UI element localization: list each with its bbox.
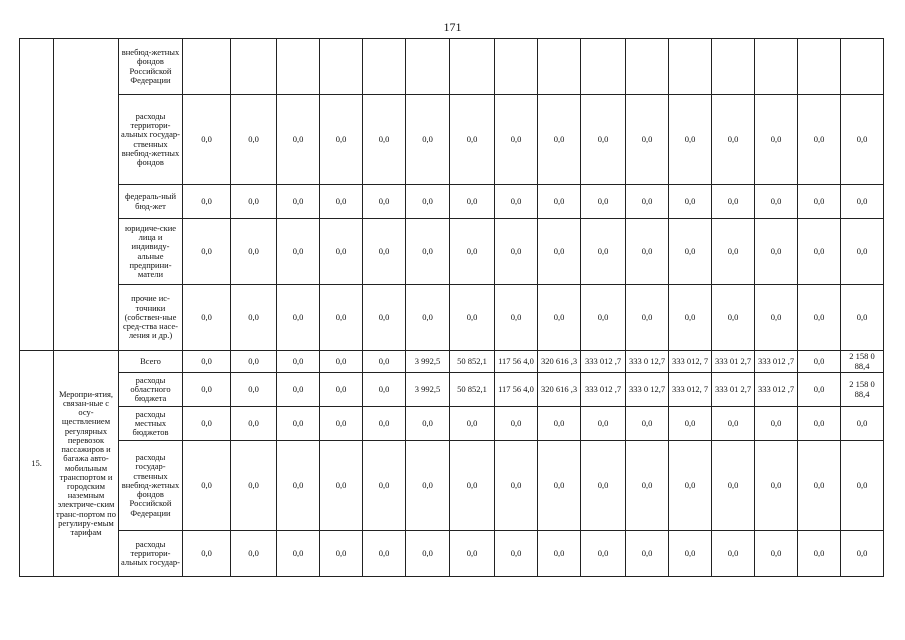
value-cell (495, 39, 538, 95)
value-cell: 0,0 (755, 95, 798, 185)
table-row (20, 531, 884, 577)
value-cell: 0,0 (277, 441, 320, 531)
value-cell: 0,0 (798, 407, 841, 441)
value-cell (231, 39, 277, 95)
value-cell: 333 0 12,7 (626, 373, 669, 407)
value-cell: 0,0 (712, 95, 755, 185)
funding-source: расходы территори-альных государ- (119, 531, 183, 577)
value-cell (626, 39, 669, 95)
value-cell: 0,0 (581, 95, 626, 185)
value-cell: 0,0 (231, 373, 277, 407)
value-cell: 0,0 (363, 185, 406, 219)
value-cell: 50 852,1 (450, 351, 495, 373)
value-cell: 0,0 (798, 441, 841, 531)
value-cell: 0,0 (231, 185, 277, 219)
value-cell: 0,0 (183, 531, 231, 577)
value-cell: 0,0 (277, 531, 320, 577)
value-cell: 0,0 (495, 441, 538, 531)
value-cell: 0,0 (277, 219, 320, 285)
value-cell: 0,0 (581, 531, 626, 577)
value-cell: 0,0 (320, 95, 363, 185)
value-cell: 0,0 (581, 185, 626, 219)
value-cell: 0,0 (712, 185, 755, 219)
value-cell: 0,0 (798, 351, 841, 373)
budget-table (19, 38, 884, 577)
value-cell (841, 39, 884, 95)
value-cell: 0,0 (538, 441, 581, 531)
funding-source: расходы территори-альных государ-ственных внебюд-жетных фондов (119, 95, 183, 185)
value-cell: 0,0 (363, 351, 406, 373)
value-cell: 0,0 (712, 407, 755, 441)
table-row (20, 185, 884, 219)
value-cell: 0,0 (669, 185, 712, 219)
value-cell: 0,0 (581, 219, 626, 285)
value-cell: 0,0 (712, 285, 755, 351)
value-cell: 0,0 (626, 531, 669, 577)
table-row (20, 441, 884, 531)
value-cell: 0,0 (495, 185, 538, 219)
value-cell (712, 39, 755, 95)
value-cell (320, 39, 363, 95)
value-cell: 0,0 (538, 95, 581, 185)
value-cell (755, 39, 798, 95)
value-cell (450, 39, 495, 95)
value-cell: 0,0 (363, 373, 406, 407)
value-cell: 0,0 (363, 531, 406, 577)
value-cell: 0,0 (712, 441, 755, 531)
value-cell: 0,0 (798, 95, 841, 185)
value-cell: 0,0 (755, 441, 798, 531)
value-cell: 0,0 (669, 219, 712, 285)
table-row (20, 219, 884, 285)
table-body (20, 39, 884, 577)
value-cell: 0,0 (450, 407, 495, 441)
value-cell: 2 158 0 88,4 (841, 373, 884, 407)
value-cell: 0,0 (841, 285, 884, 351)
table-row (20, 407, 884, 441)
value-cell: 117 56 4,0 (495, 373, 538, 407)
value-cell: 0,0 (538, 407, 581, 441)
value-cell: 0,0 (626, 95, 669, 185)
table-row (20, 351, 884, 373)
value-cell: 0,0 (277, 285, 320, 351)
value-cell: 0,0 (495, 407, 538, 441)
page-number: 171 (443, 20, 462, 34)
funding-source: расходы местных бюджетов (119, 407, 183, 441)
value-cell: 0,0 (183, 95, 231, 185)
value-cell: 0,0 (626, 185, 669, 219)
value-cell: 0,0 (669, 95, 712, 185)
value-cell: 0,0 (841, 219, 884, 285)
value-cell: 0,0 (755, 531, 798, 577)
value-cell: 0,0 (277, 373, 320, 407)
funding-source: юридиче-ские лица и индивиду-альные предприни-матели (119, 219, 183, 285)
value-cell: 0,0 (798, 285, 841, 351)
value-cell: 320 616 ,3 (538, 373, 581, 407)
value-cell (581, 39, 626, 95)
row-number (20, 39, 54, 351)
value-cell: 0,0 (450, 531, 495, 577)
value-cell: 0,0 (581, 285, 626, 351)
value-cell: 0,0 (841, 185, 884, 219)
value-cell: 0,0 (363, 407, 406, 441)
value-cell: 3 992,5 (406, 351, 450, 373)
value-cell: 0,0 (320, 219, 363, 285)
value-cell: 0,0 (495, 95, 538, 185)
measure-description: Меропри-ятия, связан-ные с осу-ществлением регулярных перевозок пассажиров и багажа авто-мобильным транспортом и городским наземным электриче-ским транс-портом по регулиру-емым тарифам (54, 351, 119, 577)
funding-source: прочие ис-точники (собствен-ные сред-ства насе-ления и др.) (119, 285, 183, 351)
value-cell: 0,0 (798, 219, 841, 285)
value-cell: 0,0 (538, 285, 581, 351)
value-cell: 333 012 ,7 (755, 373, 798, 407)
value-cell: 0,0 (581, 441, 626, 531)
value-cell: 0,0 (320, 373, 363, 407)
funding-source: расходы областного бюджета (119, 373, 183, 407)
value-cell: 0,0 (183, 373, 231, 407)
value-cell (183, 39, 231, 95)
value-cell (798, 39, 841, 95)
value-cell: 0,0 (406, 95, 450, 185)
table-row (20, 285, 884, 351)
value-cell: 0,0 (450, 441, 495, 531)
table-row (20, 373, 884, 407)
value-cell: 0,0 (231, 219, 277, 285)
value-cell: 0,0 (755, 285, 798, 351)
value-cell: 0,0 (231, 351, 277, 373)
value-cell: 0,0 (406, 219, 450, 285)
value-cell: 0,0 (320, 407, 363, 441)
table-row (20, 39, 884, 95)
value-cell: 0,0 (183, 285, 231, 351)
value-cell (669, 39, 712, 95)
value-cell: 0,0 (841, 441, 884, 531)
value-cell: 0,0 (277, 95, 320, 185)
value-cell: 0,0 (538, 185, 581, 219)
value-cell (406, 39, 450, 95)
measure-description (54, 39, 119, 351)
value-cell: 0,0 (406, 441, 450, 531)
value-cell: 333 012 ,7 (581, 373, 626, 407)
value-cell: 0,0 (277, 351, 320, 373)
value-cell: 0,0 (712, 219, 755, 285)
value-cell: 333 01 2,7 (712, 351, 755, 373)
value-cell: 2 158 0 88,4 (841, 351, 884, 373)
value-cell: 0,0 (320, 285, 363, 351)
value-cell: 0,0 (231, 407, 277, 441)
value-cell: 0,0 (450, 285, 495, 351)
value-cell: 0,0 (363, 219, 406, 285)
value-cell: 0,0 (538, 219, 581, 285)
funding-source: федераль-ный бюд-жет (119, 185, 183, 219)
value-cell: 3 992,5 (406, 373, 450, 407)
value-cell: 0,0 (450, 219, 495, 285)
value-cell: 333 01 2,7 (712, 373, 755, 407)
value-cell: 0,0 (495, 285, 538, 351)
value-cell: 0,0 (231, 441, 277, 531)
value-cell: 0,0 (183, 185, 231, 219)
value-cell: 0,0 (712, 531, 755, 577)
value-cell: 0,0 (183, 219, 231, 285)
value-cell: 0,0 (626, 219, 669, 285)
value-cell: 0,0 (183, 351, 231, 373)
value-cell: 0,0 (626, 407, 669, 441)
value-cell (363, 39, 406, 95)
value-cell: 333 0 12,7 (626, 351, 669, 373)
table-row (20, 95, 884, 185)
value-cell: 0,0 (363, 285, 406, 351)
value-cell (538, 39, 581, 95)
row-number: 15. (20, 351, 54, 577)
value-cell (277, 39, 320, 95)
value-cell: 0,0 (320, 441, 363, 531)
value-cell: 0,0 (669, 407, 712, 441)
value-cell: 0,0 (450, 95, 495, 185)
value-cell: 0,0 (495, 531, 538, 577)
value-cell: 0,0 (450, 185, 495, 219)
value-cell: 0,0 (406, 185, 450, 219)
value-cell: 0,0 (406, 407, 450, 441)
value-cell: 0,0 (363, 441, 406, 531)
value-cell: 0,0 (626, 285, 669, 351)
value-cell: 50 852,1 (450, 373, 495, 407)
value-cell: 333 012 ,7 (581, 351, 626, 373)
value-cell: 0,0 (626, 441, 669, 531)
value-cell: 0,0 (669, 441, 712, 531)
value-cell: 0,0 (363, 95, 406, 185)
value-cell: 0,0 (798, 185, 841, 219)
value-cell: 0,0 (277, 185, 320, 219)
value-cell: 0,0 (755, 185, 798, 219)
value-cell: 0,0 (320, 531, 363, 577)
value-cell: 0,0 (231, 531, 277, 577)
value-cell: 0,0 (755, 407, 798, 441)
funding-source: расходы государ-ственных внебюд-жетных фондов Российской Федерации (119, 441, 183, 531)
value-cell: 0,0 (841, 407, 884, 441)
value-cell: 0,0 (183, 407, 231, 441)
value-cell: 0,0 (538, 531, 581, 577)
value-cell: 0,0 (231, 95, 277, 185)
value-cell: 0,0 (841, 531, 884, 577)
value-cell: 333 012, 7 (669, 373, 712, 407)
value-cell: 0,0 (183, 441, 231, 531)
value-cell: 117 56 4,0 (495, 351, 538, 373)
value-cell: 333 012 ,7 (755, 351, 798, 373)
value-cell: 0,0 (841, 95, 884, 185)
value-cell: 333 012, 7 (669, 351, 712, 373)
value-cell: 0,0 (755, 219, 798, 285)
funding-source: Всего (119, 351, 183, 373)
value-cell: 0,0 (581, 407, 626, 441)
value-cell: 0,0 (798, 531, 841, 577)
value-cell: 0,0 (669, 285, 712, 351)
value-cell: 0,0 (406, 285, 450, 351)
value-cell: 0,0 (277, 407, 320, 441)
value-cell: 0,0 (669, 531, 712, 577)
value-cell: 0,0 (320, 351, 363, 373)
value-cell: 0,0 (320, 185, 363, 219)
value-cell: 0,0 (495, 219, 538, 285)
funding-source: внебюд-жетных фондов Российской Федерации (119, 39, 183, 95)
value-cell: 320 616 ,3 (538, 351, 581, 373)
value-cell: 0,0 (798, 373, 841, 407)
value-cell: 0,0 (406, 531, 450, 577)
value-cell: 0,0 (231, 285, 277, 351)
